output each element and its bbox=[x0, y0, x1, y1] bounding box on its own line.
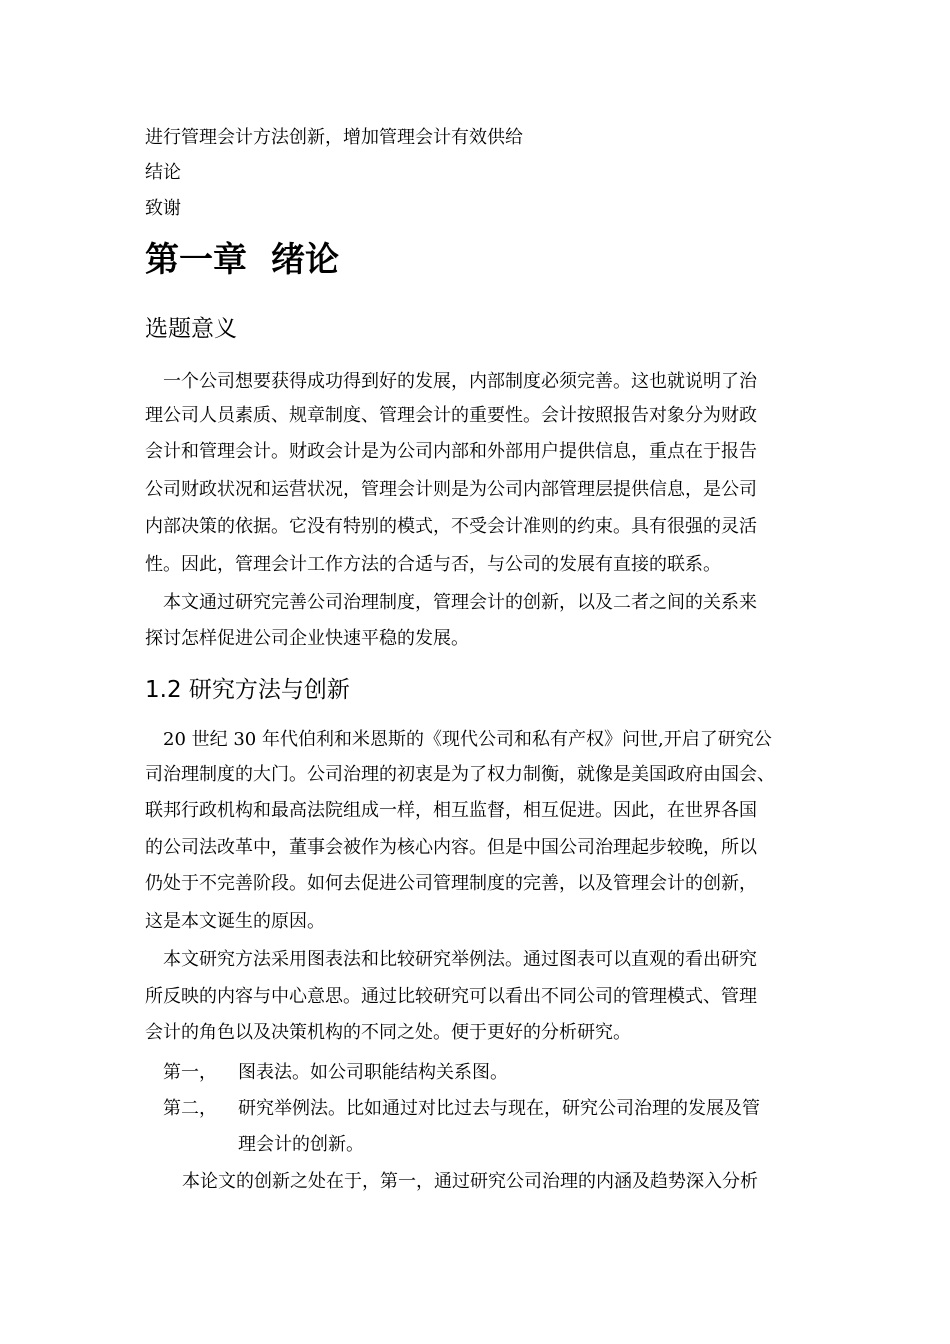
list-text: 研究举例法。比如通过对比过去与现在，研究公司治理的发展及管 bbox=[238, 1098, 760, 1119]
text-line: 本文通过研究完善公司治理制度，管理会计的创新，以及二者之间的关系来 bbox=[163, 592, 757, 613]
toc-item[interactable]: 致谢 bbox=[145, 198, 181, 219]
text-line: 所反映的内容与中心意思。通过比较研究可以看出不同公司的管理模式、管理 bbox=[145, 986, 757, 1007]
list-label: 第一， bbox=[163, 1062, 217, 1083]
text-line: 性。因此，管理会计工作方法的合适与否，与公司的发展有直接的联系。 bbox=[145, 554, 721, 575]
section-heading: 选题意义 bbox=[145, 316, 237, 342]
text-line: 本论文的创新之处在于，第一，通过研究公司治理的内涵及趋势深入分析 bbox=[182, 1171, 758, 1192]
text-line: 20 世纪 30 年代伯利和米恩斯的《现代公司和私有产权》问世,开启了研究公 bbox=[163, 729, 772, 750]
chapter-number: 第一章 bbox=[145, 240, 247, 280]
text-line: 仍处于不完善阶段。如何去促进公司管理制度的完善，以及管理会计的创新， bbox=[145, 873, 757, 894]
text-line: 本文研究方法采用图表法和比较研究举例法。通过图表可以直观的看出研究 bbox=[163, 949, 757, 970]
text-line: 会计和管理会计。财政会计是为公司内部和外部用户提供信息，重点在于报告 bbox=[145, 441, 757, 462]
toc-item[interactable]: 进行管理会计方法创新，增加管理会计有效供给 bbox=[145, 127, 523, 148]
section-heading: 1.2 研究方法与创新 bbox=[145, 677, 350, 703]
text-line: 理公司人员素质、规章制度、管理会计的重要性。会计按照报告对象分为财政 bbox=[145, 405, 757, 426]
text-line: 探讨怎样促进公司企业快速平稳的发展。 bbox=[145, 628, 469, 649]
chapter-heading bbox=[145, 238, 339, 282]
toc-item[interactable]: 结论 bbox=[145, 162, 181, 183]
text-line: 的公司法改革中，董事会被作为核心内容。但是中国公司治理起步较晚，所以 bbox=[145, 837, 757, 858]
text-line: 联邦行政机构和最高法院组成一样，相互监督，相互促进。因此，在世界各国 bbox=[145, 800, 757, 821]
text-line: 司治理制度的大门。公司治理的初衷是为了权力制衡，就像是美国政府由国会、 bbox=[145, 764, 775, 785]
list-label: 第二， bbox=[163, 1098, 217, 1119]
text-line: 内部决策的依据。它没有特别的模式，不受会计准则的约束。具有很强的灵活 bbox=[145, 516, 757, 537]
list-text: 理会计的创新。 bbox=[238, 1134, 364, 1155]
chapter-title: 绪论 bbox=[271, 240, 339, 280]
text-line: 这是本文诞生的原因。 bbox=[145, 911, 325, 932]
text-line: 会计的角色以及决策机构的不同之处。便于更好的分析研究。 bbox=[145, 1022, 631, 1043]
text-line: 一个公司想要获得成功得到好的发展，内部制度必须完善。这也就说明了治 bbox=[163, 371, 757, 392]
list-text: 图表法。如公司职能结构关系图。 bbox=[238, 1062, 508, 1083]
text-line: 公司财政状况和运营状况，管理会计则是为公司内部管理层提供信息，是公司 bbox=[145, 479, 757, 500]
